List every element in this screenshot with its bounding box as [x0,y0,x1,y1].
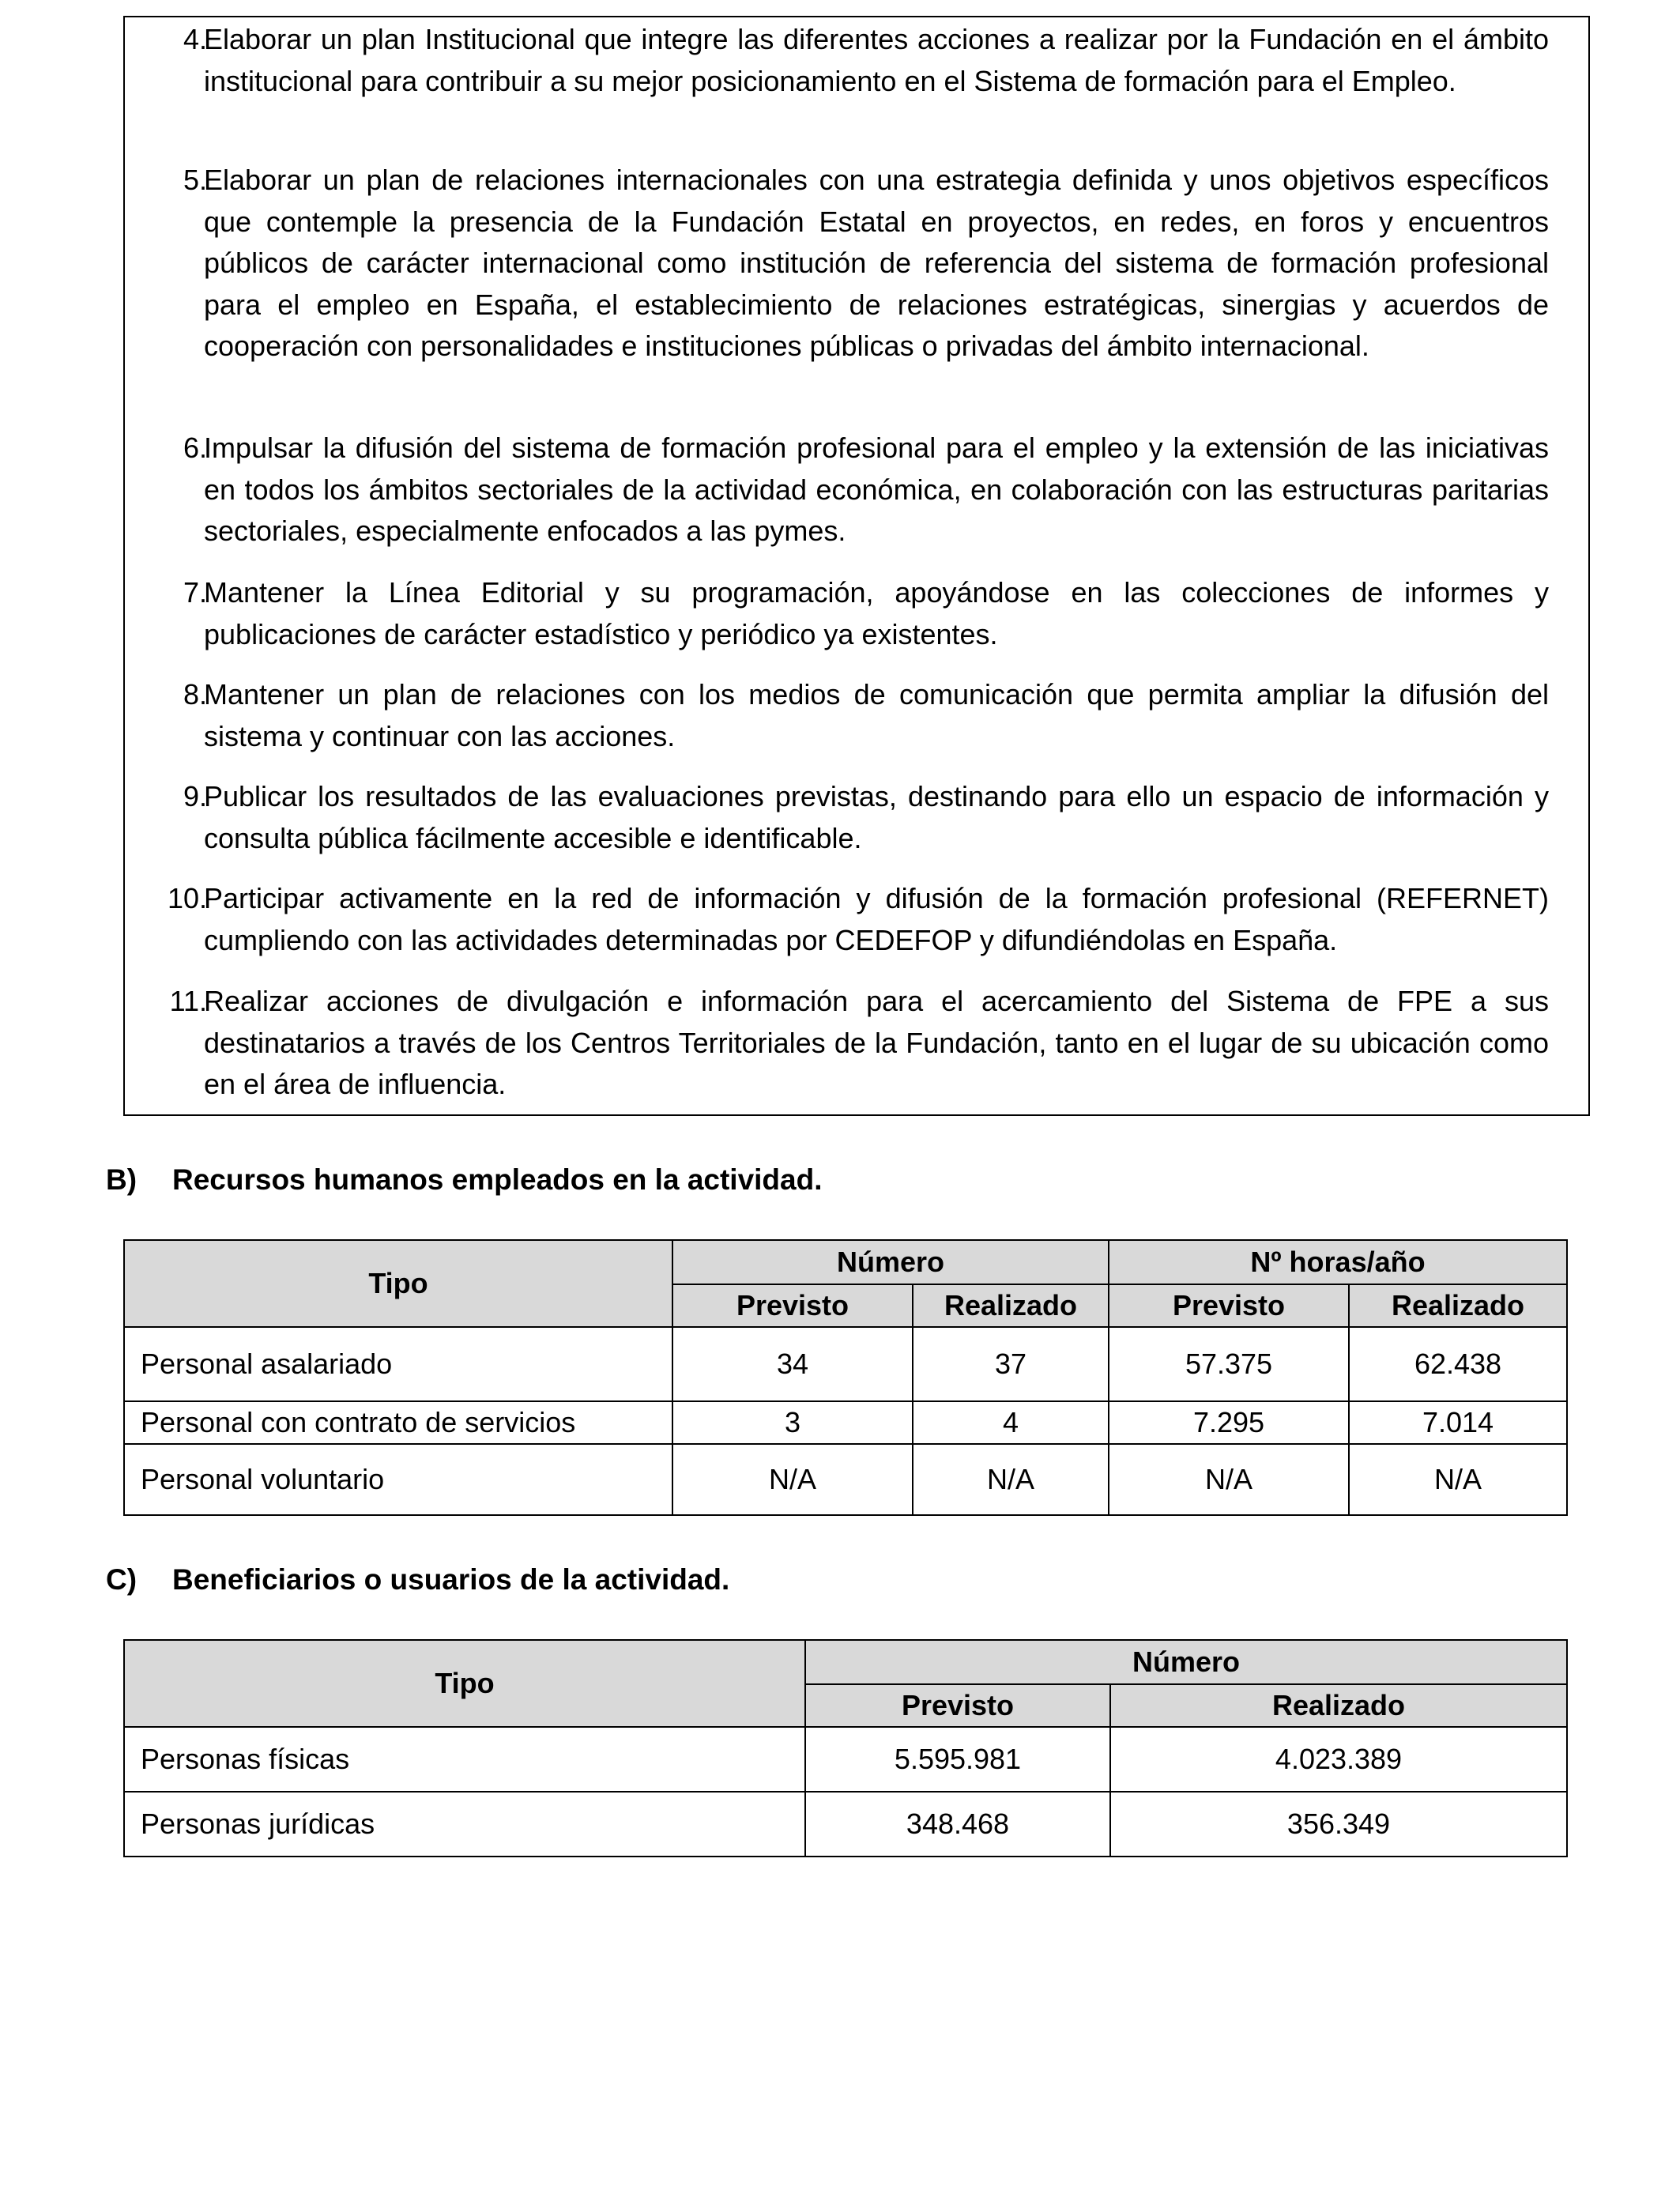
row-tipo: Personas jurídicas [124,1792,805,1857]
beneficiaries-table [123,1639,1568,1857]
row-horas-previsto: N/A [1109,1444,1349,1515]
row-horas-realizado: N/A [1349,1444,1567,1515]
row-num-realizado: N/A [913,1444,1109,1515]
section-b-title: Recursos humanos empleados en la actividad. [172,1163,823,1196]
header-realizado: Realizado [1110,1684,1567,1727]
list-item-number: 7. [183,576,207,609]
list-item-number: 8. [183,678,207,711]
list-item-text: Elaborar un plan Institucional que integre las diferentes acciones a realizar por la Fundación en el ámbito institucional para contribuir a su mejor posicionamiento en el Sistema de formación para el Empleo. [204,23,1549,97]
table-row [124,1727,1567,1792]
header-horas-realizado: Realizado [1349,1284,1567,1327]
list-item-number: 9. [183,780,207,812]
row-tipo: Personal voluntario [124,1444,672,1515]
header-tipo: Tipo [124,1240,672,1327]
row-tipo: Personal con contrato de servicios [124,1401,672,1444]
row-num-realizado: 4 [913,1401,1109,1444]
row-tipo: Personal asalariado [124,1327,672,1401]
row-previsto: 348.468 [805,1792,1110,1857]
list-item-text: Realizar acciones de divulgación e información para el acercamiento del Sistema de FPE a sus destinatarios a través de los Centros Territoriales de la Fundación, tanto en el lugar de su ubicación como en el área de influencia. [204,985,1549,1100]
table-row [124,1327,1567,1401]
list-item-number: 6. [183,432,207,464]
row-realizado: 356.349 [1110,1792,1567,1857]
human-resources-table [123,1239,1568,1516]
header-horas: Nº horas/año [1109,1240,1567,1284]
header-numero-realizado: Realizado [913,1284,1109,1327]
list-item-text: Participar activamente en la red de información y difusión de la formación profesional (REFERNET) cumpliendo con las actividades determinadas por CEDEFOP y difundiéndolas en España. [204,882,1549,956]
list-item-text: Elaborar un plan de relaciones internacionales con una estrategia definida y unos objetivos específicos que contemple la presencia de la Fundación Estatal en proyectos, en redes, en foros y encuentros públicos de carácter internacional como institución de referencia del sistema de formación profesional para el empleo en España, el establecimiento de relaciones estratégicas, sinergias y acuerdos de cooperación con personalidades e instituciones públicas o privadas del ámbito internacional. [204,164,1549,362]
row-num-previsto: 3 [672,1401,913,1444]
table-row [124,1792,1567,1857]
header-previsto: Previsto [805,1684,1110,1727]
list-item-text: Impulsar la difusión del sistema de formación profesional para el empleo y la extensión de las iniciativas en todos los ámbitos sectoriales de la actividad económica, en colaboración con las estructuras paritarias sectoriales, especialmente enfocados a las pymes. [204,432,1549,547]
section-b-heading [106,1162,823,1198]
row-num-realizado: 37 [913,1327,1109,1401]
row-num-previsto: N/A [672,1444,913,1515]
objectives-list-box [123,16,1590,1116]
list-item-text: Mantener la Línea Editorial y su programación, apoyándose en las colecciones de informes y publicaciones de carácter estadístico y periódico ya existentes. [204,576,1549,650]
header-numero-previsto: Previsto [672,1284,913,1327]
row-num-previsto: 34 [672,1327,913,1401]
row-horas-previsto: 7.295 [1109,1401,1349,1444]
header-tipo: Tipo [124,1640,805,1727]
list-item-number: 5. [183,164,207,196]
list-item-text: Mantener un plan de relaciones con los medios de comunicación que permita ampliar la difusión del sistema y continuar con las acciones. [204,678,1549,752]
table-row [124,1401,1567,1444]
section-c-heading [106,1562,729,1598]
list-item-number: 10. [167,882,207,914]
row-previsto: 5.595.981 [805,1727,1110,1792]
table-row [124,1444,1567,1515]
list-item-text: Publicar los resultados de las evaluaciones previstas, destinando para ello un espacio de información y consulta pública fácilmente accesible e identificable. [204,780,1549,854]
section-c-title: Beneficiarios o usuarios de la actividad. [172,1563,730,1596]
row-horas-realizado: 7.014 [1349,1401,1567,1444]
list-item-number: 4. [183,23,207,55]
list-item-number: 11. [169,985,207,1017]
header-numero: Número [672,1240,1109,1284]
row-realizado: 4.023.389 [1110,1727,1567,1792]
header-numero: Número [805,1640,1567,1684]
row-horas-realizado: 62.438 [1349,1327,1567,1401]
row-horas-previsto: 57.375 [1109,1327,1349,1401]
row-tipo: Personas físicas [124,1727,805,1792]
section-b-letter: B) [106,1163,137,1196]
section-c-letter: C) [106,1563,137,1596]
header-horas-previsto: Previsto [1109,1284,1349,1327]
